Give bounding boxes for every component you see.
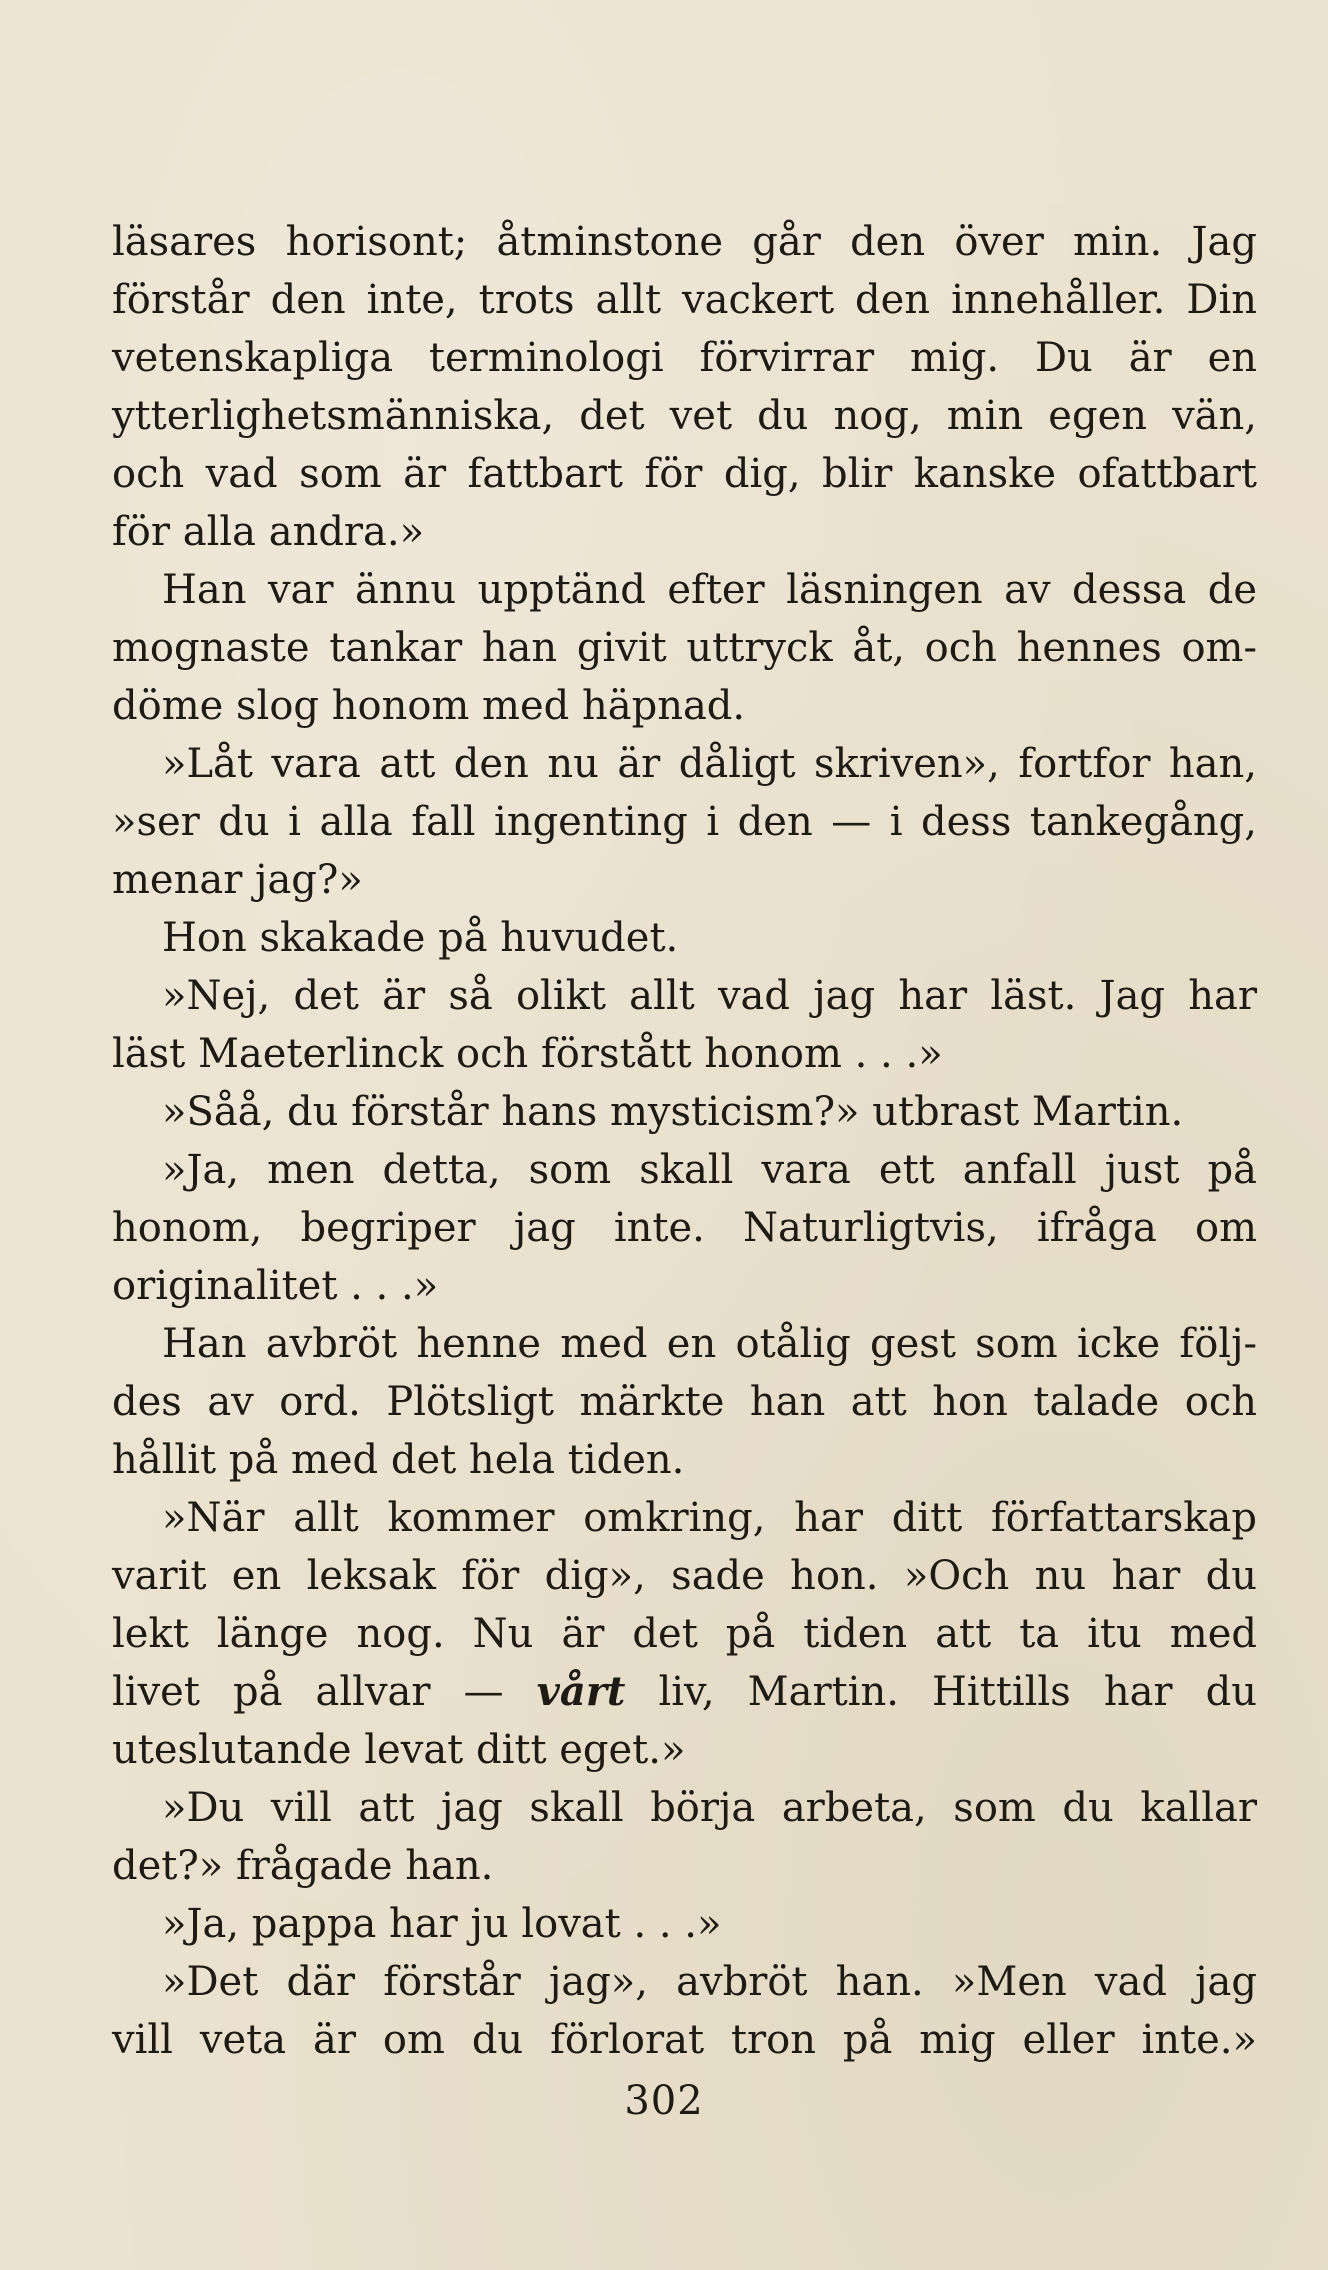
text-line: mognaste tankar han givit uttryck åt, och hennes om-: [112, 625, 1257, 671]
body-text: [112, 213, 1257, 2069]
text-line: »ser du i alla fall ingenting i den — i dess tankegång,: [112, 799, 1257, 845]
text-line: »Du vill att jag skall börja arbeta, som du kallar: [162, 1785, 1257, 1831]
text-line: ytterlighetsmänniska, det vet du nog, min egen vän,: [112, 393, 1257, 439]
text-line: honom, begriper jag inte. Naturligtvis, ifråga om: [112, 1205, 1257, 1251]
text-line: läsares horisont; åtminstone går den över min. Jag: [112, 219, 1257, 265]
text-line: »Ja, men detta, som skall vara ett anfall just på: [162, 1147, 1257, 1193]
text-line: »Ja, pappa har ju lovat . . .»: [162, 1901, 722, 1947]
emphasized-word: vårt: [536, 1668, 626, 1715]
text-line: Han var ännu upptänd efter läsningen av dessa de: [162, 567, 1257, 613]
text-line: »Nej, det är så olikt allt vad jag har läst. Jag har: [162, 973, 1257, 1019]
text-line: »Låt vara att den nu är dåligt skriven», fortfor han,: [162, 741, 1257, 787]
page-number: 302: [624, 2078, 704, 2124]
text-line: »När allt kommer omkring, har ditt författarskap: [162, 1495, 1257, 1541]
text-line: Han avbröt henne med en otålig gest som icke följ-: [162, 1321, 1257, 1367]
text-line: »Såå, du förstår hans mysticism?» utbrast Martin.: [162, 1089, 1184, 1135]
text-line: vill veta är om du förlorat tron på mig eller inte.»: [112, 2017, 1257, 2063]
text-line: originalitet . . .»: [112, 1263, 439, 1309]
text-line: livet på allvar — vårt liv, Martin. Hittills har du: [112, 1668, 1257, 1715]
text-line: döme slog honom med häpnad.: [112, 683, 746, 729]
text-line: förstår den inte, trots allt vackert den innehåller. Din: [112, 277, 1257, 323]
text-line: lekt länge nog. Nu är det på tiden att ta itu med: [112, 1611, 1257, 1657]
text-line: det?» frågade han.: [112, 1843, 494, 1889]
text-line: vetenskapliga terminologi förvirrar mig. Du är en: [112, 335, 1257, 381]
text-line: för alla andra.»: [112, 509, 425, 555]
text-line: hållit på med det hela tiden.: [112, 1437, 685, 1483]
text-line: varit en leksak för dig», sade hon. »Och nu har du: [112, 1553, 1257, 1599]
text-line: menar jag?»: [112, 857, 363, 903]
text-line: »Det där förstår jag», avbröt han. »Men vad jag: [162, 1959, 1257, 2005]
text-line: läst Maeterlinck och förstått honom . . .»: [112, 1031, 943, 1077]
text-line: och vad som är fattbart för dig, blir kanske ofattbart: [112, 451, 1257, 497]
text-line: des av ord. Plötsligt märkte han att hon talade och: [112, 1379, 1257, 1425]
text-line: Hon skakade på huvudet.: [162, 915, 679, 961]
text-line: uteslutande levat ditt eget.»: [112, 1727, 686, 1773]
